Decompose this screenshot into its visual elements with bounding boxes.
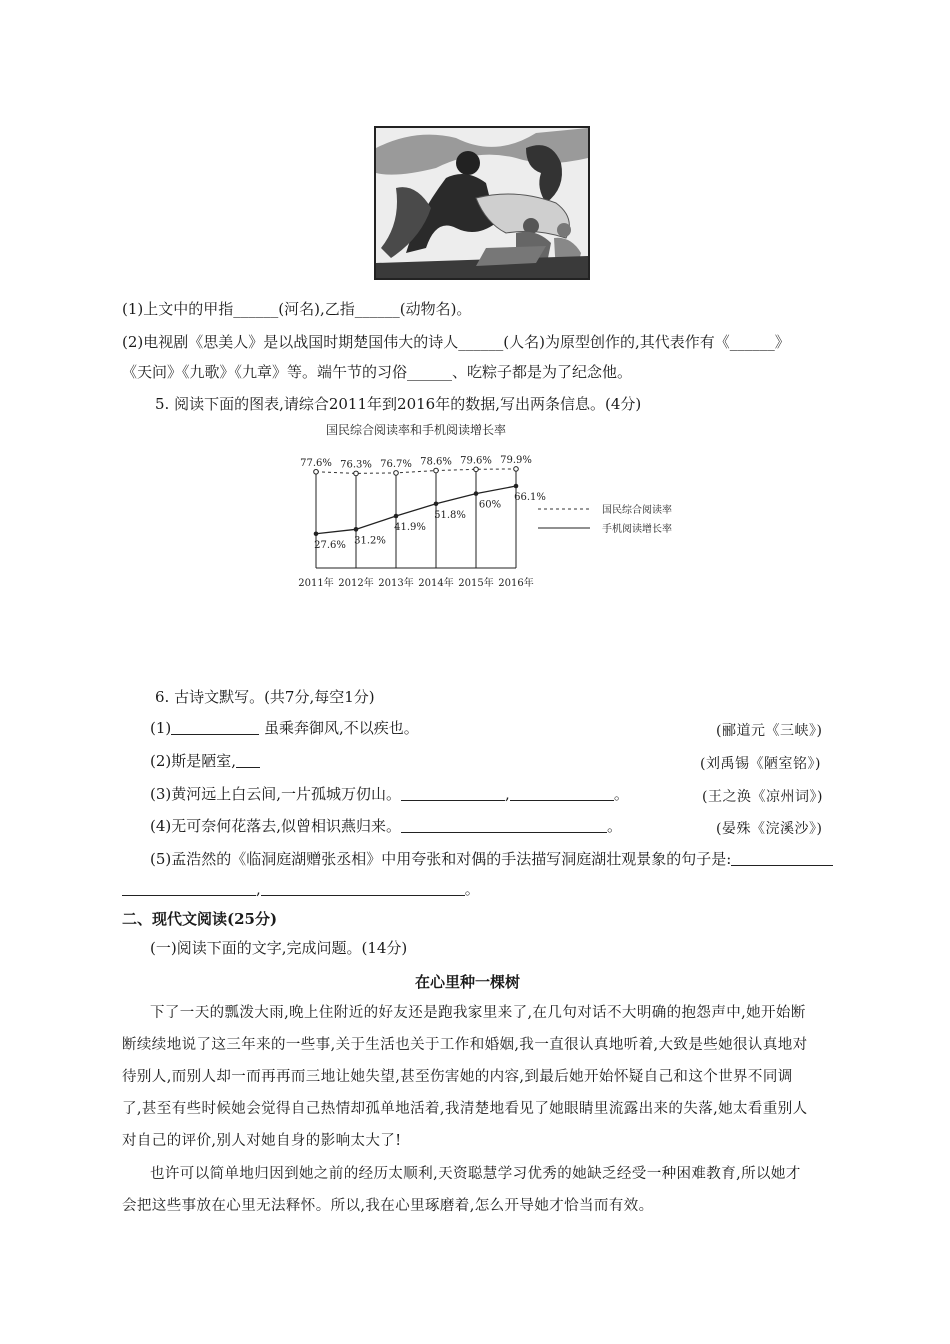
- article-title: 在心里种一棵树: [415, 973, 521, 991]
- point-reading-rate: [434, 468, 439, 473]
- point-reading-rate: [474, 467, 479, 472]
- label-mobile-growth: 51.8%: [434, 509, 466, 521]
- para1-line2: 断续续地说了这三年来的一些事,关于生活也关于工作和婚姻,我一直很认真地听着,大致是些她很认真地对: [122, 1037, 808, 1053]
- q6-item5-blank3[interactable]: [261, 881, 465, 896]
- q6-item5-blank1[interactable]: [731, 851, 833, 866]
- chart-title: 国民综合阅读率和手机阅读增长率: [325, 423, 507, 437]
- q4-sub2-line2: 《天问》《九歌》《九章》等。端午节的习俗______、吃粽子都是为了纪念他。: [122, 363, 633, 381]
- para1-line5: 对自己的评价,别人对她自身的影响太大了!: [122, 1133, 402, 1149]
- q6-item1-text: 虽乘奔御风,不以疾也。: [264, 719, 419, 737]
- q5-prompt: 5. 阅读下面的图表,请综合2011年到2016年的数据,写出两条信息。(4分): [155, 395, 642, 413]
- q6-item3-num: (3): [150, 785, 172, 803]
- label-reading-rate: 79.6%: [460, 455, 492, 467]
- point-mobile-growth: [314, 531, 319, 536]
- label-reading-rate: 79.9%: [500, 454, 532, 466]
- reading-rate-chart: [290, 418, 690, 590]
- point-reading-rate: [514, 467, 519, 472]
- q6-item2-text: 斯是陋室,: [171, 752, 237, 770]
- q4-sub1: (1)上文中的甲指______(河名),乙指______(动物名)。: [122, 300, 472, 318]
- legend-label-reading-rate: 国民综合阅读率: [602, 505, 672, 516]
- para1-line1: 下了一天的瓢泼大雨,晚上住附近的好友还是跑我家里来了,在几句对话不大明确的抱怨声中,她开始断: [150, 1005, 806, 1021]
- q4-sub2-line1: (2)电视剧《思美人》是以战国时期楚国伟大的诗人______(人名)为原型创作的,其代表作有《______》: [122, 333, 790, 351]
- x-tick-label: 2012年: [338, 578, 374, 589]
- q6-item4-source: (晏殊《浣溪沙》): [716, 821, 823, 837]
- q6-item4-text: 无可奈何花落去,似曾相识燕归来。: [171, 817, 402, 835]
- label-reading-rate: 77.6%: [300, 457, 332, 469]
- illustration: [374, 126, 590, 280]
- q6-item3-blank2[interactable]: [510, 786, 614, 801]
- q6-item3-text: 黄河远上白云间,一片孤城万仞山。: [171, 785, 402, 803]
- x-tick-label: 2016年: [498, 578, 534, 589]
- label-mobile-growth: 66.1%: [514, 492, 546, 504]
- point-mobile-growth: [354, 527, 359, 532]
- x-tick-label: 2015年: [458, 578, 494, 589]
- illustration-drawing: [376, 128, 588, 278]
- point-mobile-growth: [434, 501, 439, 506]
- q6-item1-blank[interactable]: [171, 720, 259, 735]
- para2-line2: 会把这些事放在心里无法释怀。所以,我在心里琢磨着,怎么开导她才恰当而有效。: [122, 1198, 654, 1214]
- point-mobile-growth: [394, 514, 399, 519]
- q6-item3-blank1[interactable]: [401, 786, 505, 801]
- q6-item2: [150, 750, 260, 771]
- label-reading-rate: 76.3%: [340, 459, 372, 471]
- q6-item1: [150, 717, 419, 738]
- x-tick-label: 2013年: [378, 578, 414, 589]
- point-mobile-growth: [474, 491, 479, 496]
- q6-item2-source: (刘禹锡《陋室铭》): [700, 756, 821, 772]
- para2-line1: 也许可以简单地归因到她之前的经历太顺利,天资聪慧学习优秀的她缺乏经受一种困难教育,所以她才: [150, 1166, 801, 1182]
- q6-item2-num: (2): [150, 752, 172, 770]
- x-tick-label: 2014年: [418, 578, 454, 589]
- point-reading-rate: [394, 471, 399, 476]
- q6-item4: (4)无可奈何花落去,似曾相识燕归来。 。: [150, 817, 623, 835]
- q6-item3: (3)黄河远上白云间,一片孤城万仞山。 , 。: [150, 785, 629, 803]
- point-reading-rate: [314, 469, 319, 474]
- q6-item5: [150, 848, 833, 869]
- q6-item4-num: (4): [150, 817, 172, 835]
- q6-item1-num: (1): [150, 719, 172, 737]
- q6-item5-text: (5)孟浩然的《临洞庭湖赠张丞相》中用夸张和对偶的手法描写洞庭湖壮观景象的句子是:: [150, 850, 732, 868]
- para1-line4: 了,甚至有些时候她会觉得自己热情却孤单地活着,我清楚地看见了她眼睛里流露出来的失落,她太看重别人: [122, 1101, 808, 1117]
- label-mobile-growth: 41.9%: [394, 522, 426, 534]
- label-reading-rate: 76.7%: [380, 458, 412, 470]
- label-mobile-growth: 60%: [478, 499, 502, 511]
- section2-part1: (一)阅读下面的文字,完成问题。(14分): [150, 939, 408, 957]
- point-reading-rate: [354, 471, 359, 476]
- q6-item5-blank2[interactable]: [122, 881, 256, 896]
- q6-item1-source: (郦道元《三峡》): [716, 723, 823, 739]
- para1-line3: 待别人,而别人却一而再再而三地让她失望,甚至伤害她的内容,到最后她开始怀疑自己和这个世界不同调: [122, 1069, 793, 1085]
- q6-item4-blank[interactable]: [401, 818, 607, 833]
- q6-item3-source: (王之涣《凉州词》): [702, 789, 823, 805]
- point-mobile-growth: [514, 484, 519, 489]
- q6-item5-continued: , 。: [122, 878, 480, 899]
- label-mobile-growth: 27.6%: [314, 539, 346, 551]
- label-reading-rate: 78.6%: [420, 456, 452, 468]
- section2-heading: 二、现代文阅读(25分): [122, 910, 278, 928]
- q6-title: 6. 古诗文默写。(共7分,每空1分): [155, 688, 375, 706]
- legend-label-mobile-growth: 手机阅读增长率: [602, 524, 672, 535]
- q6-item2-blank[interactable]: [236, 753, 260, 768]
- x-tick-label: 2011年: [298, 578, 334, 589]
- label-mobile-growth: 31.2%: [354, 535, 386, 547]
